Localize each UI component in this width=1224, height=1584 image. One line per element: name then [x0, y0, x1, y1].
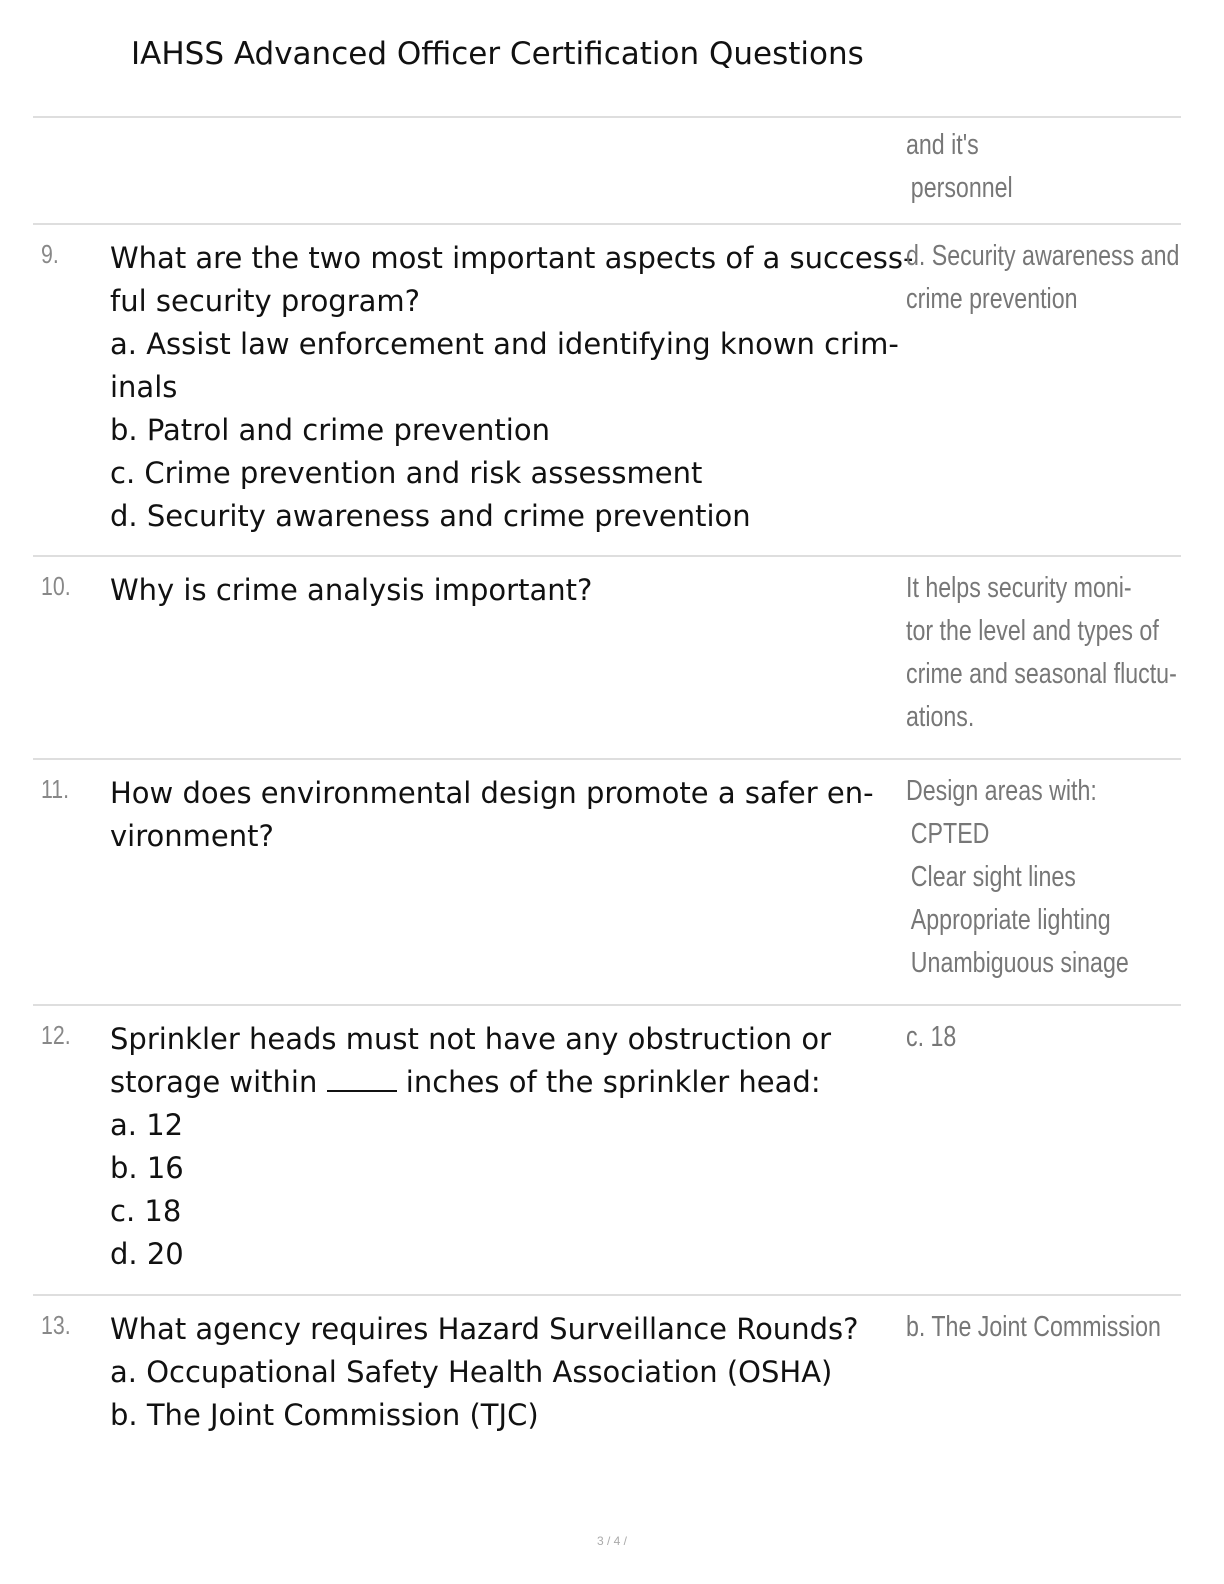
- option-b: b. Patrol and crime prevention: [110, 413, 550, 447]
- option-a-cont: inals: [110, 370, 178, 404]
- question-line: What are the two most important aspects of a success-: [110, 241, 914, 275]
- option-a: a. Assist law enforcement and identifying known crim-: [110, 327, 899, 361]
- question-cell: [110, 772, 900, 858]
- answer-cell: [906, 235, 1180, 321]
- answer-line: c. 18: [906, 1021, 957, 1053]
- table-row-q10: [33, 555, 1181, 760]
- table-row-q11: [33, 758, 1181, 1006]
- question-number: 9.: [41, 239, 59, 269]
- option-d: d. 20: [110, 1237, 184, 1271]
- answer-cell: [906, 1306, 1161, 1349]
- option-b: b. The Joint Commission (TJC): [110, 1398, 539, 1432]
- answer-line: Design areas with:: [906, 775, 1097, 807]
- document-title: IAHSS Advanced Officer Certification Questions: [131, 36, 864, 72]
- question-line: vironment?: [110, 819, 274, 853]
- table-row-q12: [33, 1004, 1181, 1296]
- answer-cell: [906, 770, 1138, 985]
- question-number: 11.: [41, 774, 70, 804]
- answer-line: d. Security awareness and: [906, 240, 1180, 272]
- answer-line: Clear sight lines: [910, 861, 1076, 893]
- answer-cell: [906, 124, 1138, 210]
- fill-in-blank: [327, 1066, 397, 1092]
- question-number: 12.: [41, 1020, 71, 1050]
- question-line: How does environmental design promote a safer en-: [110, 776, 874, 810]
- question-line: Sprinkler heads must not have any obstruction or: [110, 1022, 831, 1056]
- answer-line: It helps security moni-: [906, 572, 1132, 604]
- option-a: a. Occupational Safety Health Association (OSHA): [110, 1355, 833, 1389]
- answer-line: Unambiguous sinage: [910, 947, 1129, 979]
- answer-line: Appropriate lighting: [910, 904, 1111, 936]
- table-row-carryover: [33, 116, 1181, 225]
- question-line-part: storage within: [110, 1065, 318, 1099]
- question-cell: [110, 237, 914, 538]
- question-line-part: inches of the sprinkler head:: [405, 1065, 821, 1099]
- page-number: 3 / 4 /: [596, 1534, 628, 1548]
- option-c: c. 18: [110, 1194, 182, 1228]
- table-row-q9: [33, 223, 1181, 557]
- option-c: c. Crime prevention and risk assessment: [110, 456, 703, 490]
- answer-line: personnel: [910, 172, 1013, 204]
- question-line: What agency requires Hazard Surveillance Rounds?: [110, 1312, 859, 1346]
- question-number: 10.: [41, 571, 71, 601]
- answer-line: crime and seasonal fluctu-: [906, 658, 1177, 690]
- question-number: 13.: [41, 1310, 71, 1340]
- answer-line: b. The Joint Commission: [906, 1311, 1161, 1343]
- question-cell: [110, 1308, 900, 1437]
- question-line: [110, 1061, 900, 1104]
- answer-line: tor the level and types of: [906, 615, 1159, 647]
- question-cell: [110, 1018, 900, 1276]
- question-cell: [110, 569, 900, 612]
- option-d: d. Security awareness and crime prevention: [110, 499, 751, 533]
- answer-line: crime prevention: [906, 283, 1078, 315]
- option-a: a. 12: [110, 1108, 184, 1142]
- question-line: Why is crime analysis important?: [110, 573, 593, 607]
- answer-line: CPTED: [910, 818, 990, 850]
- answer-cell: [906, 1016, 1138, 1059]
- option-b: b. 16: [110, 1151, 184, 1185]
- answer-line: ations.: [906, 701, 975, 733]
- answer-cell: [906, 567, 1177, 739]
- answer-line: and it's: [906, 129, 979, 161]
- question-line: ful security program?: [110, 284, 421, 318]
- table-row-q13: [33, 1294, 1181, 1476]
